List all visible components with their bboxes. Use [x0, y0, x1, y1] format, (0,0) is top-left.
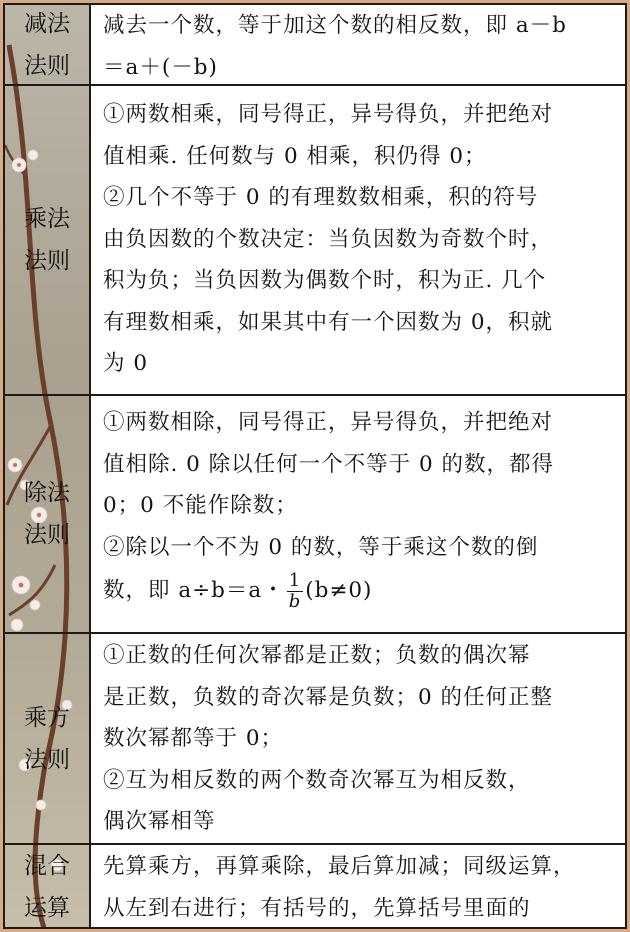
row-content-division — [103, 402, 617, 612]
formula-suffix: (b≠0) — [305, 578, 373, 603]
content-line: 减去一个数，等于加这个数的相反数，即 a－b — [103, 13, 567, 38]
content-line: 从左到右进行；有括号的，先算括号里面的 — [103, 895, 531, 921]
content-line: ②除以一个不为 0 的数，等于乘这个数的倒 — [103, 534, 539, 560]
fraction-numerator: 1 — [288, 569, 302, 591]
content-line: 有理数相乘，如果其中有一个因数为 0，积就 — [103, 309, 554, 335]
formula-line — [103, 570, 617, 612]
content-line: 是正数，负数的奇次幂是负数；0 的任何正整 — [103, 684, 554, 710]
content-line: 为 0 — [103, 351, 149, 376]
label-line: 法则 — [24, 522, 70, 548]
content-line: 先算乘方，再算乘除，最后算加减；同级运算， — [103, 854, 576, 879]
row-divider — [5, 843, 625, 845]
content-line: ①两数相除，同号得正，异号得负，并把绝对 — [103, 410, 554, 435]
rules-table — [3, 3, 627, 929]
content-line: 0；0 不能作除数； — [103, 493, 298, 518]
row-label-multiplication — [5, 86, 89, 394]
label-line: 法则 — [24, 52, 70, 79]
content-line: 积为负；当负因数为偶数个时，积为正. 几个 — [103, 268, 547, 293]
content-line: ＝a＋(－b) — [103, 54, 218, 80]
content-line: ②互为相反数的两个数奇次幂互为相反数， — [103, 767, 531, 793]
fraction-denominator: b — [288, 590, 302, 612]
label-line: 运算 — [24, 895, 70, 921]
content-line: ①正数的任何次幂都是正数；负数的偶次幂 — [103, 643, 531, 668]
row-divider — [5, 394, 625, 396]
label-line: 乘方 — [24, 704, 70, 731]
row-content-mixed — [103, 846, 617, 929]
content-line: ②几个不等于 0 的有理数数相乘，积的符号 — [103, 185, 539, 210]
row-content-subtraction — [103, 5, 617, 88]
content-line: 值相乘. 任何数与 0 相乘，积仍得 0； — [103, 143, 487, 169]
row-content-exponentiation — [103, 635, 617, 843]
content-line: 值相除. 0 除以任何一个不等于 0 的数，都得 — [103, 451, 555, 477]
content-line: ①两数相乘，同号得正，异号得负，并把绝对 — [103, 102, 554, 127]
content-line: 偶次幂相等 — [103, 809, 216, 834]
label-line: 乘法 — [24, 206, 70, 232]
content-line: 数次幂都等于 0； — [103, 726, 284, 751]
label-line: 除法 — [24, 480, 70, 506]
label-line: 减法 — [24, 10, 70, 37]
label-line: 混合 — [24, 853, 70, 879]
row-label-division — [5, 396, 89, 632]
row-label-exponentiation — [5, 634, 89, 843]
formula-prefix: 数，即 a÷b＝a・ — [103, 578, 285, 603]
row-content-multiplication — [103, 94, 617, 385]
row-label-subtraction — [5, 5, 89, 84]
fraction — [287, 571, 303, 612]
label-line: 法则 — [24, 746, 70, 773]
row-label-mixed — [5, 845, 89, 929]
row-divider — [5, 632, 625, 634]
label-line: 法则 — [24, 248, 70, 274]
content-line: 由负因数的个数决定：当负因数为奇数个时， — [103, 226, 554, 252]
